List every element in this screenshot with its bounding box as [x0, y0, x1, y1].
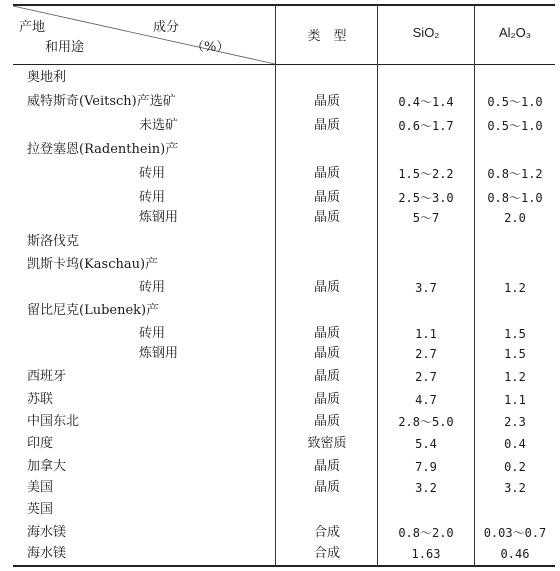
- row-type: 晶质: [313, 280, 340, 295]
- row-origin: 美国: [27, 480, 54, 495]
- header-diagonal: [13, 4, 275, 65]
- row-origin: 凯斯卡坞(Kaschau)产: [27, 257, 159, 272]
- row-origin: 砖用: [139, 190, 166, 205]
- row-origin: 砖用: [139, 166, 166, 181]
- row-al2o3: 2.0: [504, 211, 526, 225]
- row-al2o3: 0.5～1.0: [487, 95, 543, 109]
- row-origin: 中国东北: [27, 414, 80, 429]
- header-al2o3: Al₂O₃: [498, 25, 531, 40]
- row-type: 晶质: [313, 480, 340, 495]
- row-origin: 苏联: [27, 392, 54, 407]
- row-al2o3: 0.8～1.0: [487, 191, 543, 205]
- row-al2o3: 0.46: [500, 547, 530, 561]
- row-origin: 海水镁: [27, 525, 67, 540]
- row-sio2: 2.8～5.0: [398, 415, 454, 429]
- row-sio2: 0.4～1.4: [398, 95, 454, 109]
- row-al2o3: 1.5: [504, 327, 526, 341]
- row-type: 晶质: [313, 190, 340, 205]
- row-type: 合成: [313, 546, 340, 561]
- row-al2o3: 2.3: [504, 415, 526, 429]
- row-al2o3: 0.8～1.2: [487, 167, 543, 181]
- row-origin: 英国: [27, 502, 54, 517]
- row-sio2: 2.7: [415, 347, 437, 361]
- row-type: 晶质: [313, 414, 340, 429]
- row-sio2: 4.7: [415, 393, 437, 407]
- row-type: 致密质: [307, 436, 347, 451]
- header-type: 类 型: [307, 29, 347, 44]
- row-al2o3: 1.1: [504, 393, 526, 407]
- row-sio2: 3.7: [415, 281, 437, 295]
- row-type: 晶质: [313, 326, 340, 341]
- header-unit: （%）: [191, 40, 230, 55]
- row-al2o3: 1.2: [504, 281, 526, 295]
- row-al2o3: 3.2: [504, 481, 526, 495]
- row-origin: 奥地利: [27, 70, 67, 85]
- row-al2o3: 0.4: [504, 437, 526, 451]
- row-type: 合成: [313, 525, 340, 540]
- row-al2o3: 0.2: [504, 460, 526, 474]
- row-sio2: 1.5～2.2: [398, 167, 454, 181]
- row-sio2: 5.4: [415, 437, 437, 451]
- row-origin: 拉登塞恩(Radenthein)产: [27, 142, 179, 157]
- row-sio2: 7.9: [415, 460, 437, 474]
- row-sio2: 3.2: [415, 481, 437, 495]
- row-al2o3: 1.2: [504, 370, 526, 384]
- row-type: 晶质: [313, 346, 340, 361]
- row-origin: 留比尼克(Lubenek)产: [27, 303, 160, 318]
- row-sio2: 1.1: [415, 327, 437, 341]
- header-usage: 和用途: [45, 40, 85, 55]
- row-type: 晶质: [313, 369, 340, 384]
- row-type: 晶质: [313, 94, 340, 109]
- row-origin: 印度: [27, 436, 54, 451]
- row-type: 晶质: [313, 459, 340, 474]
- row-origin: 海水镁: [27, 546, 67, 561]
- row-type: 晶质: [313, 210, 340, 225]
- header-sio2: SiO₂: [412, 25, 440, 40]
- row-origin: 砖用: [139, 326, 166, 341]
- row-origin: 炼钢用: [139, 210, 179, 225]
- row-sio2: 2.7: [415, 370, 437, 384]
- row-origin: 西班牙: [27, 369, 67, 384]
- row-sio2: 5～7: [412, 211, 440, 225]
- row-type: 晶质: [313, 392, 340, 407]
- header-component: 成分: [153, 20, 180, 35]
- row-type: 晶质: [313, 166, 340, 181]
- row-origin: 斯洛伐克: [27, 234, 80, 249]
- row-sio2: 2.5～3.0: [398, 191, 454, 205]
- row-origin: 炼钢用: [139, 346, 179, 361]
- row-al2o3: 1.5: [504, 347, 526, 361]
- composition-table: [13, 4, 555, 567]
- row-origin: 未选矿: [139, 118, 179, 133]
- row-type: 晶质: [313, 118, 340, 133]
- row-origin: 加拿大: [27, 459, 67, 474]
- row-origin: 威特斯奇(Veitsch)产选矿: [27, 94, 176, 109]
- row-al2o3: 0.03～0.7: [483, 526, 547, 540]
- row-sio2: 1.63: [411, 547, 441, 561]
- row-origin: 砖用: [139, 280, 166, 295]
- row-al2o3: 0.5～1.0: [487, 119, 543, 133]
- row-sio2: 0.6～1.7: [398, 119, 454, 133]
- header-origin: 产地: [19, 20, 46, 35]
- row-sio2: 0.8～2.0: [398, 526, 454, 540]
